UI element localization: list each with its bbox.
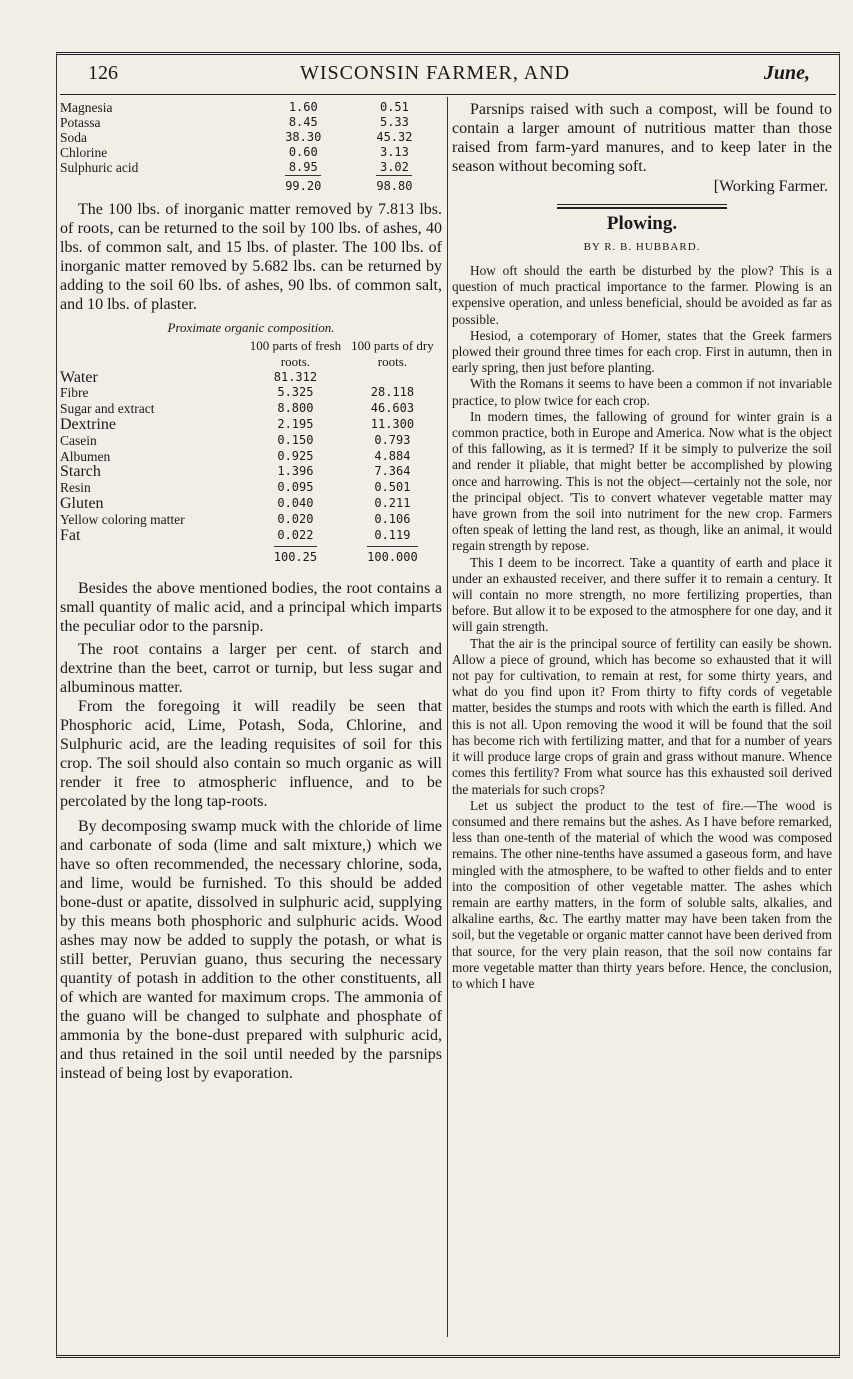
row-name: Sugar and extract bbox=[60, 401, 155, 417]
paragraph: Besides the above mentioned bodies, the root contains a small quantity of malic acid, and a principal which imparts the peculiar odor to the parsnip. bbox=[60, 580, 442, 636]
value-a: 0.60 bbox=[288, 145, 318, 159]
paragraph: The 100 lbs. of inorganic matter removed by 7.813 lbs. of roots, can be returned to the soil by 100 lbs. of ashes, 40 lbs. of common salt, and 15 lbs. of plaster. The 100 lbs. of inorganic matter removed by 5.682 lbs. can be returned by adding to the soil 60 lbs. of ashes, 90 lbs. of common salt, and 10 lbs. of plaster. bbox=[60, 201, 442, 313]
value-b: 0.106 bbox=[374, 511, 411, 526]
table-total-row bbox=[60, 175, 440, 194]
total-a: 100.25 bbox=[274, 546, 317, 566]
table-row bbox=[60, 496, 440, 512]
issue-month: June, bbox=[763, 62, 810, 84]
table-row bbox=[60, 385, 440, 401]
table-row bbox=[60, 115, 440, 130]
row-name: Sulphuric acid bbox=[60, 160, 139, 175]
value-b: 11.300 bbox=[370, 416, 415, 431]
row-name: Potassa bbox=[60, 115, 101, 130]
row-name: Water bbox=[60, 368, 98, 386]
value-b: 3.02 bbox=[379, 160, 409, 174]
row-name: Magnesia bbox=[60, 100, 113, 115]
row-name: Starch bbox=[60, 463, 101, 481]
proximate-table bbox=[60, 338, 440, 569]
value-a: 1.396 bbox=[277, 464, 314, 479]
table-row bbox=[60, 480, 440, 496]
paragraph: Let us subject the product to the test of fire.—The wood is consumed and there remains but the ashes. As I have before remarked, less than one-tenth of the material of which the wood was composed remains. The other nine-tenths have assumed a gaseous form, and have mingled with the atmosphere, to be wafted to other fields and to enter into the composition of other vegetable matter. The ashes which remain are earthy matters, in the form of soluble salts, alkalies, and alkaline earths, &c. The earthy matter may have been taken from the soil, but the vegetable or organic matter cannot have been derived from that source, for the very plain reason, that the soil now contains far more vegetable matter than thirty years before. Hence, the conclusion, to which I have bbox=[452, 797, 832, 991]
row-name: Resin bbox=[60, 480, 91, 496]
paragraph: From the foregoing it will readily be seen that Phosphoric acid, Lime, Potash, Soda, Chlorine, and Sulphuric acid, are the leading requisites of soil for this crop. The soil should also contain so much organic as will render it free to atmospheric influence, and to be percolated by the long tap-roots. bbox=[60, 698, 442, 811]
value-a: 0.150 bbox=[277, 432, 314, 447]
row-name: Fat bbox=[60, 526, 81, 544]
paragraph: This I deem to be incorrect. Take a quantity of earth and place it under an exhausted receiver, and there suffer it to remain a century. It will contain no more strength, no more fertilizing properties, than before. But allow it to be exposed to the atmosphere for one day, and it will gain strength. bbox=[452, 554, 832, 635]
table-row bbox=[60, 145, 440, 160]
attribution: [Working Farmer. bbox=[713, 178, 828, 195]
value-a: 81.312 bbox=[273, 369, 318, 384]
paragraph: With the Romans it seems to have been a common if not invariable practice, to plow twice for each crop. bbox=[452, 376, 832, 408]
table-total-row bbox=[60, 543, 440, 569]
total-a: 99.20 bbox=[285, 175, 321, 194]
row-name: Soda bbox=[60, 130, 87, 145]
mineral-table bbox=[60, 100, 440, 194]
value-a: 0.020 bbox=[277, 511, 314, 526]
table-row bbox=[60, 100, 440, 115]
left-column bbox=[60, 100, 442, 1083]
total-b: 98.80 bbox=[376, 175, 412, 194]
value-a: 0.040 bbox=[277, 495, 314, 510]
table-row bbox=[60, 130, 440, 145]
row-name: Gluten bbox=[60, 494, 104, 512]
paragraph: That the air is the principal source of fertility can easily be shown. Allow a piece of ground, which has become so exhausted that it will not pay for cultivation, to remain at rest, for some thirty years, and what do you find upon it? From thirty to fifty cords of vegetable matter, besides the stumps and roots with which the earth is filled. And this is not all. Upon removing the wood it will be found that the soil has become rich with fertilizing matter, and that for a number of years it will produce large crops of grain and grass without manure. Whence comes this fertility? From what source has this exhausted soil derived the materials for such crops? bbox=[452, 635, 832, 797]
value-a: 0.095 bbox=[277, 480, 314, 495]
header-rule bbox=[60, 94, 836, 95]
table-row bbox=[60, 417, 440, 433]
table-row bbox=[60, 370, 440, 386]
table-row bbox=[60, 464, 440, 480]
table-row bbox=[60, 528, 440, 544]
row-name: Dextrine bbox=[60, 415, 116, 433]
paragraph: The root contains a larger per cent. of starch and dextrine than the beet, carrot or turnip, but less sugar and albuminous matter. bbox=[60, 641, 442, 697]
value-b: 0.119 bbox=[374, 527, 411, 542]
value-b: 3.13 bbox=[379, 145, 409, 159]
row-name: Yellow coloring matter bbox=[60, 511, 185, 527]
section-ornament bbox=[557, 204, 727, 209]
value-b: 0.501 bbox=[374, 480, 411, 495]
row-name: Casein bbox=[60, 432, 97, 448]
value-a: 8.800 bbox=[277, 401, 314, 416]
paragraph: In modern times, the fallowing of ground for winter grain is a common practice, both in Europe and America. Now what is the object of this fallowing, as it is termed? If it be simply to pulverize the soil and render it pliable, that might better be accomplished by plowing once and harrowing. This is not the object—certainly not the sole, nor the principal object. 'Tis to convert whatever vegetable matter may have grown from the soil into nutriment for the new crop. Farmers often speak of letting the land rest, as though, like an animal, it would regain strength by repose. bbox=[452, 408, 832, 554]
periodical-title: WISCONSIN FARMER, AND bbox=[300, 62, 571, 84]
value-a: 1.60 bbox=[288, 100, 318, 114]
value-a: 2.195 bbox=[277, 416, 314, 431]
article-title: Plowing. bbox=[606, 213, 678, 234]
value-b: 7.364 bbox=[374, 464, 411, 479]
value-b: 4.884 bbox=[374, 448, 411, 463]
value-b: 46.603 bbox=[370, 401, 415, 416]
value-b: 0.793 bbox=[374, 432, 411, 447]
row-name: Chlorine bbox=[60, 145, 108, 160]
page-number: 126 bbox=[88, 62, 118, 84]
column-divider bbox=[447, 97, 448, 1337]
row-name: Albumen bbox=[60, 448, 111, 464]
value-a: 8.95 bbox=[288, 160, 318, 174]
value-a: 8.45 bbox=[288, 115, 318, 129]
table-row bbox=[60, 449, 440, 465]
article-byline: BY R. B. HUBBARD. bbox=[583, 241, 701, 253]
paragraph: Parsnips raised with such a compost, will be found to contain a larger amount of nutritious matter than those raised from farm-yard manures, and to keep later in the season without becoming soft. bbox=[452, 101, 832, 175]
value-a: 0.022 bbox=[277, 527, 314, 542]
table-row bbox=[60, 433, 440, 449]
value-a: 38.30 bbox=[285, 130, 322, 144]
paragraph: Hesiod, a cotemporary of Homer, states that the Greek farmers plowed their ground three times for each crop. First in autumn, then in early spring, then just before planting. bbox=[452, 327, 832, 376]
value-a: 5.325 bbox=[277, 385, 314, 400]
table-row bbox=[60, 512, 440, 528]
right-column bbox=[452, 100, 832, 992]
total-b: 100.000 bbox=[367, 546, 418, 566]
column-header-dry: 100 parts of dry roots. bbox=[351, 338, 434, 369]
page-header bbox=[88, 62, 810, 90]
value-b: 0.211 bbox=[374, 495, 411, 510]
table-header-row bbox=[60, 338, 440, 370]
value-b: 5.33 bbox=[379, 115, 409, 129]
table-row bbox=[60, 160, 440, 175]
value-b: 0.51 bbox=[379, 100, 409, 114]
row-name: Fibre bbox=[60, 385, 89, 401]
paragraph: By decomposing swamp muck with the chloride of lime and carbonate of soda (lime and salt mixture,) which we have so often recommended, the necessary chlorine, soda, and lime, would be furnished. To this should be added bone-dust or apatite, dissolved in sulphuric acid, supplying by this means both phosphoric and sulphuric acids. Wood ashes may now be added to supply the potash, or what is still better, Peruvian guano, thus securing the necessary quantity of potash in addition to the other constituents, all of which are wanted for maximum crops. The ammonia of the guano will be changed to sulphate and phosphate of ammonia by the bone-dust prepared with sulphuric acid, and thus retained in the soil until needed by the parsnips instead of being lost by evaporation. bbox=[60, 818, 442, 1083]
value-a: 0.925 bbox=[277, 448, 314, 463]
table-caption: Proximate organic composition. bbox=[167, 320, 335, 335]
table-row bbox=[60, 401, 440, 417]
value-b: 45.32 bbox=[376, 130, 413, 144]
value-b bbox=[345, 370, 440, 386]
value-b: 28.118 bbox=[370, 385, 415, 400]
paragraph: How oft should the earth be disturbed by the plow? This is a question of much practical importance to the farmer. Plowing is an expensive operation, and unless beneficial, should be avoided as far as possible. bbox=[452, 263, 832, 327]
column-header-fresh: 100 parts of fresh roots. bbox=[249, 338, 342, 369]
